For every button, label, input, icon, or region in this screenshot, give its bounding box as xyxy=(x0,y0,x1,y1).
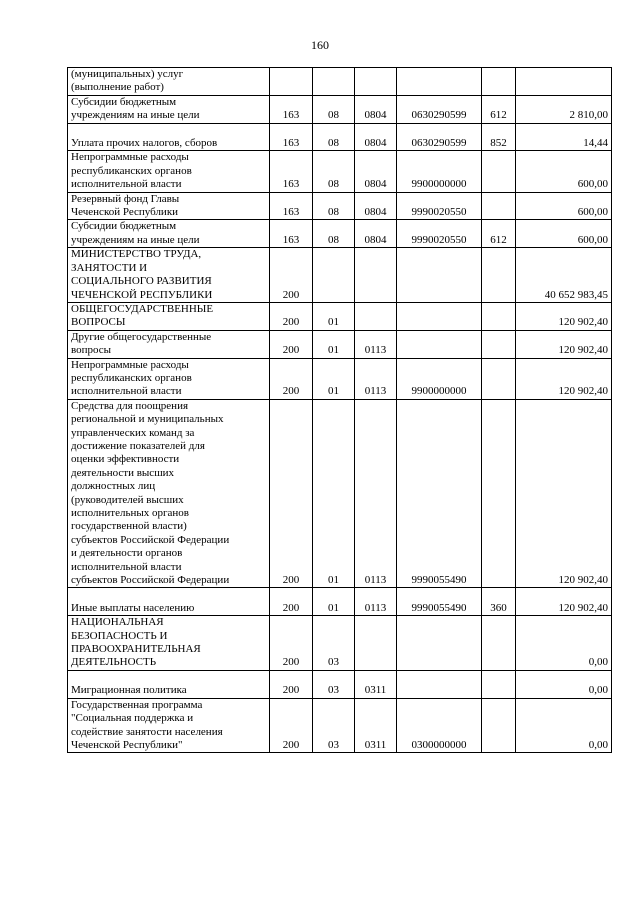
table-row xyxy=(68,151,612,192)
expense-name-cell: Иные выплаты населению xyxy=(68,588,270,616)
amount-cell: 120 902,40 xyxy=(516,330,612,358)
target-article-cell xyxy=(397,248,482,303)
subsection-code-cell xyxy=(355,302,397,330)
subsection-code-cell: 0804 xyxy=(355,123,397,151)
grbs-code-cell: 200 xyxy=(270,698,313,753)
amount-cell: 600,00 xyxy=(516,192,612,220)
target-article-cell: 9990020550 xyxy=(397,192,482,220)
subsection-code-cell: 0113 xyxy=(355,588,397,616)
grbs-code-cell: 200 xyxy=(270,302,313,330)
expense-name-cell: МИНИСТЕРСТВО ТРУДА, ЗАНЯТОСТИ И СОЦИАЛЬНОГО РАЗВИТИЯ ЧЕЧЕНСКОЙ РЕСПУБЛИКИ xyxy=(68,248,270,303)
expense-type-cell xyxy=(482,670,516,698)
subsection-code-cell: 0804 xyxy=(355,192,397,220)
page-number: 160 xyxy=(311,38,329,52)
expense-type-cell: 852 xyxy=(482,123,516,151)
expense-type-cell xyxy=(482,302,516,330)
expense-name-cell: Государственная программа "Социальная поддержка и содействие занятости населения Чеченской Республики" xyxy=(68,698,270,753)
grbs-code-cell: 163 xyxy=(270,220,313,248)
table-row xyxy=(68,95,612,123)
table-row xyxy=(68,358,612,399)
expense-type-cell: 612 xyxy=(482,220,516,248)
subsection-code-cell: 0804 xyxy=(355,220,397,248)
section-code-cell: 08 xyxy=(313,151,355,192)
expense-type-cell: 612 xyxy=(482,95,516,123)
amount-cell xyxy=(516,68,612,96)
subsection-code-cell: 0113 xyxy=(355,358,397,399)
target-article-cell: 9990020550 xyxy=(397,220,482,248)
section-code-cell: 01 xyxy=(313,358,355,399)
target-article-cell: 9900000000 xyxy=(397,151,482,192)
grbs-code-cell: 200 xyxy=(270,616,313,671)
expense-type-cell xyxy=(482,616,516,671)
grbs-code-cell: 200 xyxy=(270,588,313,616)
amount-cell: 600,00 xyxy=(516,151,612,192)
section-code-cell: 03 xyxy=(313,698,355,753)
amount-cell: 120 902,40 xyxy=(516,358,612,399)
section-code-cell: 01 xyxy=(313,399,355,588)
target-article-cell: 9900000000 xyxy=(397,358,482,399)
subsection-code-cell: 0311 xyxy=(355,698,397,753)
target-article-cell xyxy=(397,302,482,330)
expense-name-cell: Миграционная политика xyxy=(68,670,270,698)
grbs-code-cell: 163 xyxy=(270,151,313,192)
table-row xyxy=(68,670,612,698)
table-row xyxy=(68,399,612,588)
table-row xyxy=(68,192,612,220)
section-code-cell: 08 xyxy=(313,123,355,151)
expense-type-cell: 360 xyxy=(482,588,516,616)
target-article-cell xyxy=(397,670,482,698)
table-row xyxy=(68,588,612,616)
expense-name-cell: (муниципальных) услуг (выполнение работ) xyxy=(68,68,270,96)
table-row xyxy=(68,302,612,330)
section-code-cell: 01 xyxy=(313,302,355,330)
section-code-cell: 03 xyxy=(313,616,355,671)
section-code-cell: 01 xyxy=(313,588,355,616)
table-body xyxy=(68,68,612,753)
target-article-cell xyxy=(397,330,482,358)
subsection-code-cell xyxy=(355,248,397,303)
expense-name-cell: ОБЩЕГОСУДАРСТВЕННЫЕ ВОПРОСЫ xyxy=(68,302,270,330)
grbs-code-cell: 200 xyxy=(270,399,313,588)
table-row xyxy=(68,123,612,151)
grbs-code-cell: 200 xyxy=(270,330,313,358)
amount-cell: 0,00 xyxy=(516,670,612,698)
expense-name-cell: Непрограммные расходы республиканских органов исполнительной власти xyxy=(68,358,270,399)
budget-table xyxy=(67,67,612,753)
expense-type-cell xyxy=(482,248,516,303)
expense-name-cell: Резервный фонд Главы Чеченской Республики xyxy=(68,192,270,220)
grbs-code-cell: 163 xyxy=(270,123,313,151)
amount-cell: 600,00 xyxy=(516,220,612,248)
expense-type-cell xyxy=(482,358,516,399)
expense-type-cell xyxy=(482,330,516,358)
table-row xyxy=(68,68,612,96)
grbs-code-cell: 200 xyxy=(270,670,313,698)
expense-type-cell xyxy=(482,698,516,753)
grbs-code-cell: 163 xyxy=(270,95,313,123)
table-row xyxy=(68,616,612,671)
target-article-cell: 0300000000 xyxy=(397,698,482,753)
section-code-cell xyxy=(313,248,355,303)
amount-cell: 0,00 xyxy=(516,698,612,753)
grbs-code-cell: 200 xyxy=(270,358,313,399)
expense-type-cell xyxy=(482,151,516,192)
subsection-code-cell: 0113 xyxy=(355,330,397,358)
table-row xyxy=(68,698,612,753)
target-article-cell: 9990055490 xyxy=(397,399,482,588)
expense-type-cell xyxy=(482,192,516,220)
section-code-cell: 08 xyxy=(313,220,355,248)
section-code-cell xyxy=(313,68,355,96)
amount-cell: 2 810,00 xyxy=(516,95,612,123)
subsection-code-cell: 0311 xyxy=(355,670,397,698)
subsection-code-cell xyxy=(355,68,397,96)
amount-cell: 120 902,40 xyxy=(516,588,612,616)
amount-cell: 14,44 xyxy=(516,123,612,151)
expense-name-cell: НАЦИОНАЛЬНАЯ БЕЗОПАСНОСТЬ И ПРАВООХРАНИТЕЛЬНАЯ ДЕЯТЕЛЬНОСТЬ xyxy=(68,616,270,671)
subsection-code-cell: 0804 xyxy=(355,95,397,123)
subsection-code-cell xyxy=(355,616,397,671)
expense-name-cell: Другие общегосударственные вопросы xyxy=(68,330,270,358)
section-code-cell: 08 xyxy=(313,95,355,123)
subsection-code-cell: 0804 xyxy=(355,151,397,192)
amount-cell: 0,00 xyxy=(516,616,612,671)
table-row xyxy=(68,330,612,358)
expense-name-cell: Субсидии бюджетным учреждениям на иные цели xyxy=(68,95,270,123)
amount-cell: 120 902,40 xyxy=(516,399,612,588)
section-code-cell: 03 xyxy=(313,670,355,698)
target-article-cell: 9990055490 xyxy=(397,588,482,616)
section-code-cell: 08 xyxy=(313,192,355,220)
target-article-cell xyxy=(397,68,482,96)
expense-name-cell: Непрограммные расходы республиканских органов исполнительной власти xyxy=(68,151,270,192)
grbs-code-cell: 163 xyxy=(270,192,313,220)
table-row xyxy=(68,220,612,248)
grbs-code-cell: 200 xyxy=(270,248,313,303)
expense-type-cell xyxy=(482,68,516,96)
target-article-cell: 0630290599 xyxy=(397,123,482,151)
subsection-code-cell: 0113 xyxy=(355,399,397,588)
expense-name-cell: Средства для поощрения региональной и муниципальных управленческих команд за достижение показателей для оценки эффективности деятельности высших должностных лиц (руководителей высших исполнительных органов государственной власти) субъектов Российской Федерации и деятельности органов исполнительной власти субъектов Российской Федерации xyxy=(68,399,270,588)
expense-type-cell xyxy=(482,399,516,588)
grbs-code-cell xyxy=(270,68,313,96)
target-article-cell: 0630290599 xyxy=(397,95,482,123)
section-code-cell: 01 xyxy=(313,330,355,358)
expense-name-cell: Уплата прочих налогов, сборов xyxy=(68,123,270,151)
expense-name-cell: Субсидии бюджетным учреждениям на иные цели xyxy=(68,220,270,248)
amount-cell: 120 902,40 xyxy=(516,302,612,330)
amount-cell: 40 652 983,45 xyxy=(516,248,612,303)
target-article-cell xyxy=(397,616,482,671)
table-row xyxy=(68,248,612,303)
